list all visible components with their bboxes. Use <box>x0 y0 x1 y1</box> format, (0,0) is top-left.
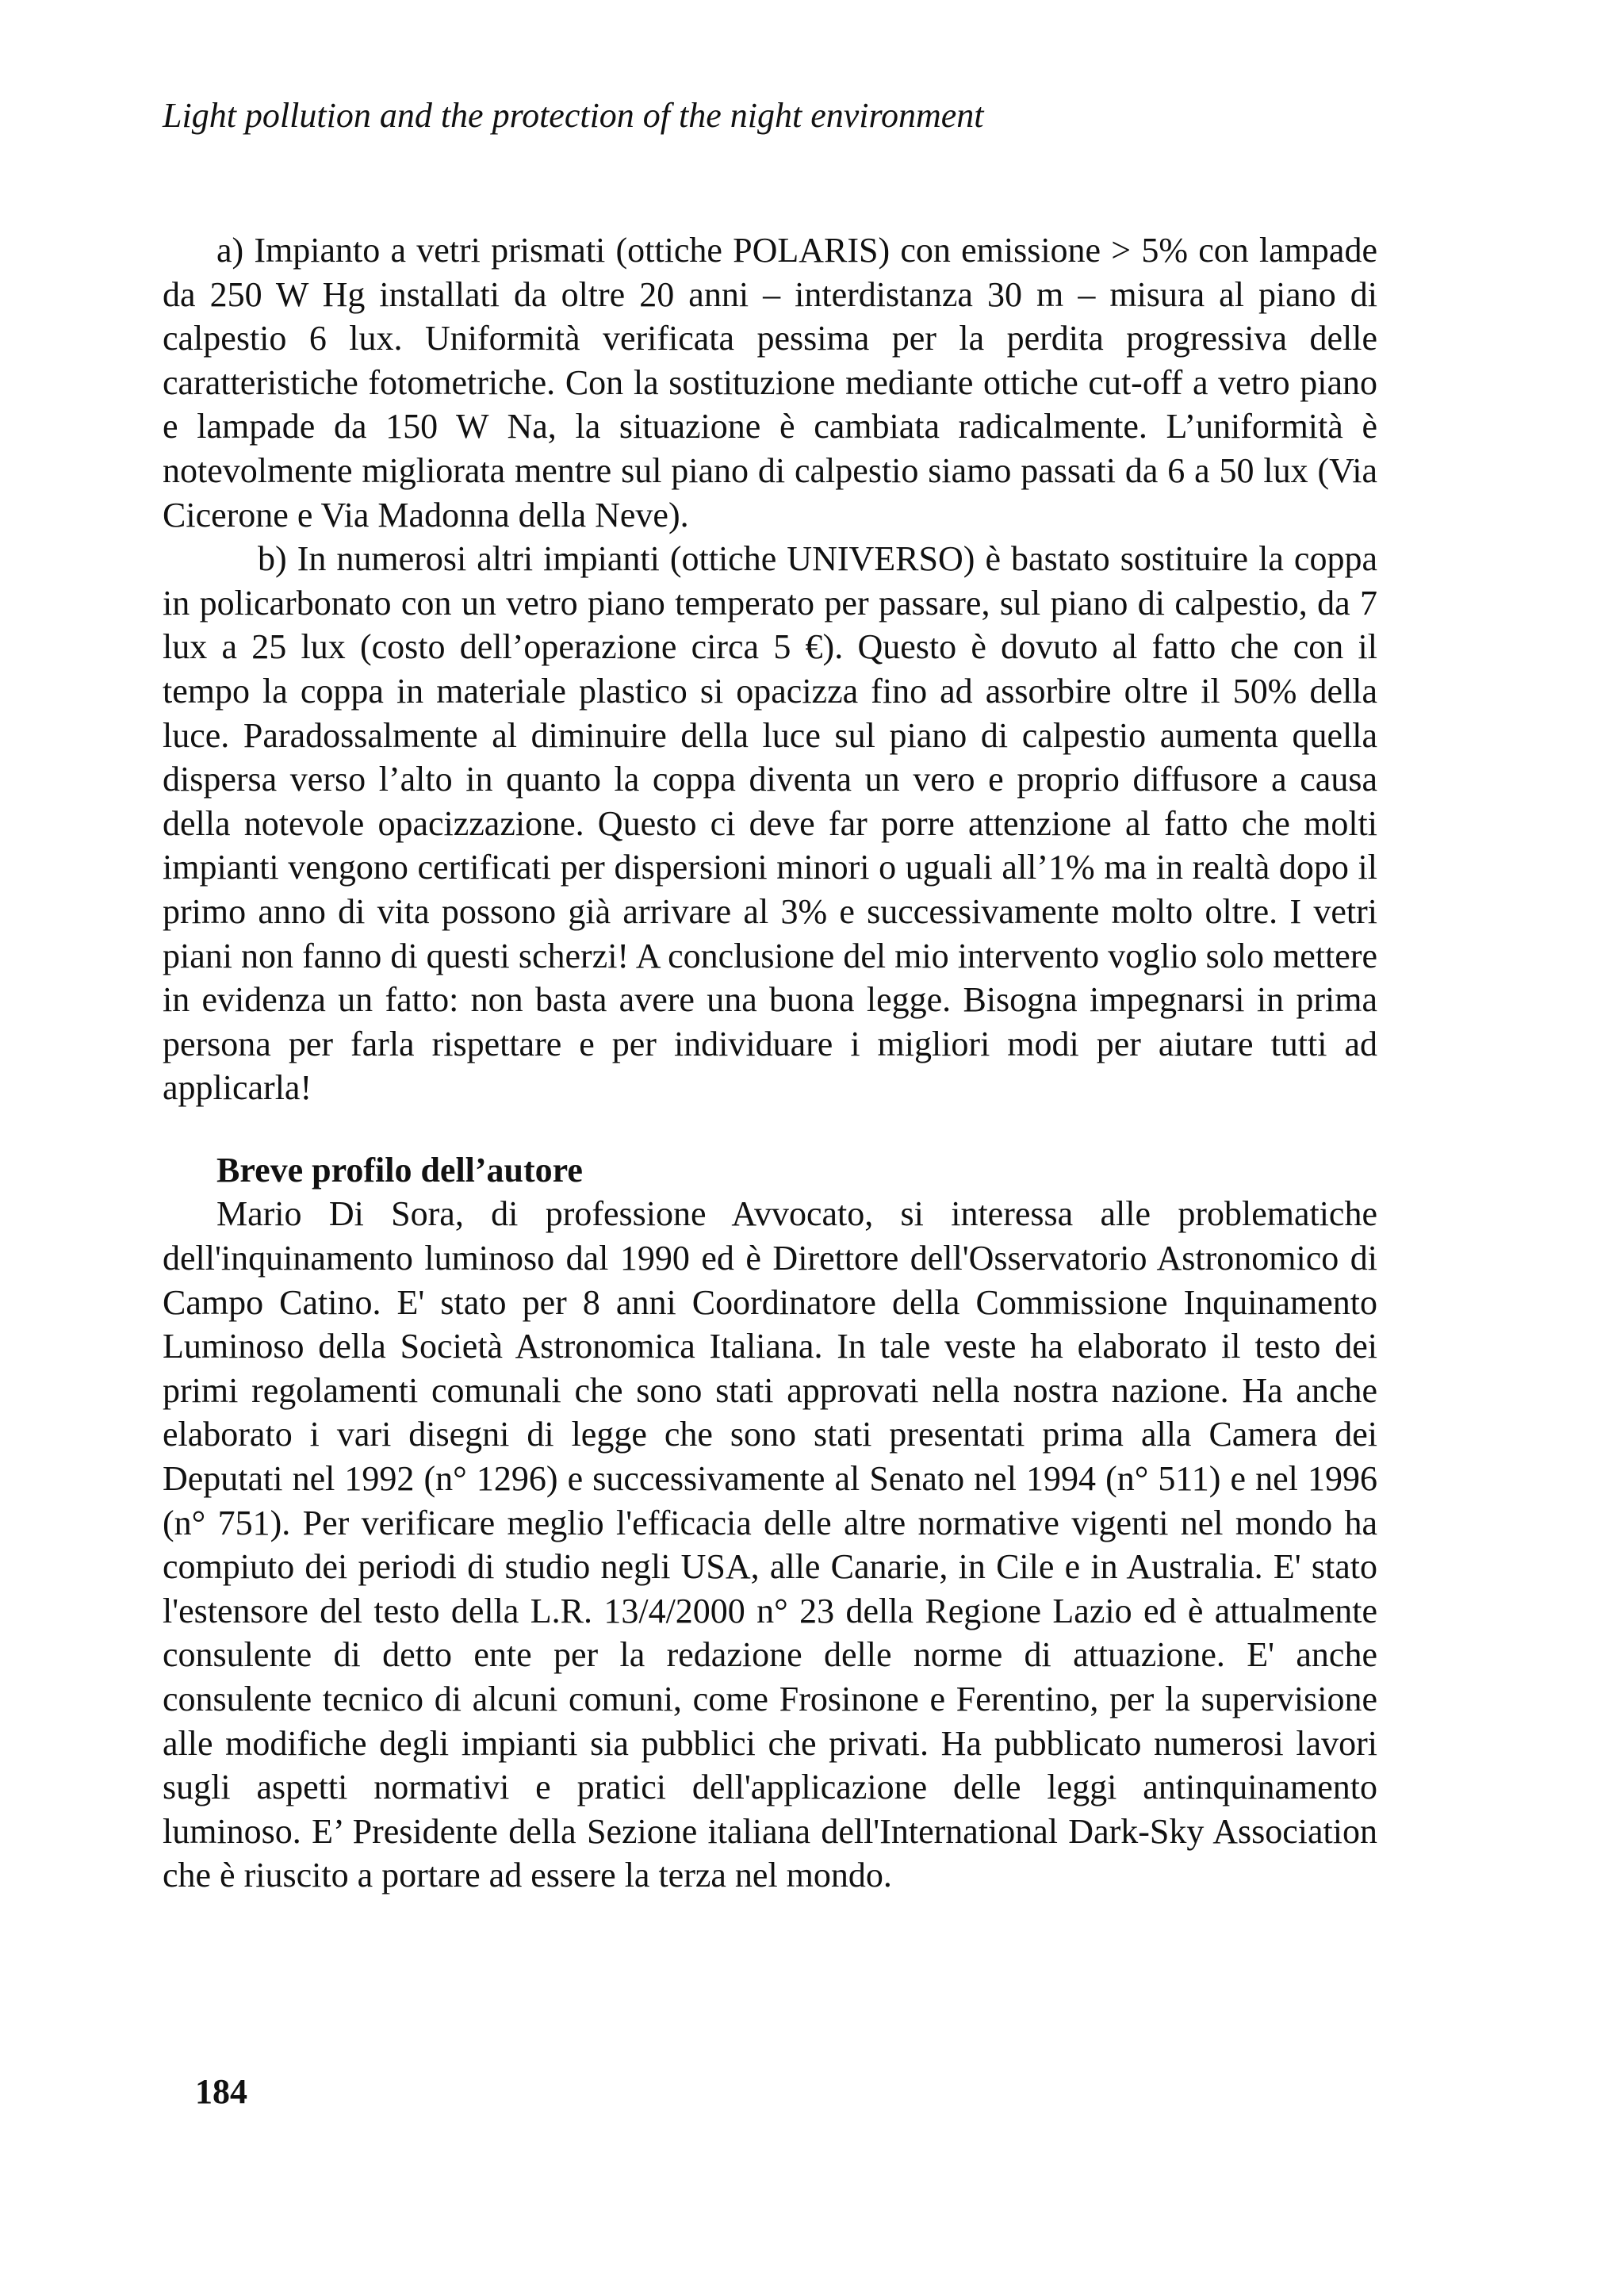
paragraph-a: a) Impianto a vetri prismati (ottiche POLARIS) con emissione > 5% con lampade da 250 W Hg installati da oltre 20 anni – interdistanza 30 m – misura al piano di calpestio 6 lux. Uniformità verificata pessima per la perdita progressiva delle caratteristiche fotometriche. Con la sostituzione mediante ottiche cut-off a vetro piano e lampade da 150 W Na, la situazione è cambiata radicalmente. L’uniformità è notevolmente migliorata mentre sul piano di calpestio siamo passati da 6 a 50 lux (Via Cicerone e Via Madonna della Neve). <box>163 231 1377 534</box>
author-bio: Mario Di Sora, di professione Avvocato, si interessa alle problematiche dell'inquinamento luminoso dal 1990 ed è Direttore dell'Osservatorio Astronomico di Campo Catino. E' stato per 8 anni Coordinatore della Commissione Inquinamento Luminoso della Società Astronomica Italiana. In tale veste ha elaborato il testo dei primi regolamenti comunali che sono stati approvati nella nostra nazione. Ha anche elaborato i vari disegni di legge che sono stati presentati prima alla Camera dei Deputati nel 1992 (n° 1296) e successivamente al Senato nel 1994 (n° 511) e nel 1996 (n° 751). Per verificare meglio l'efficacia delle altre normative vigenti nel mondo ha compiuto dei periodi di studio negli USA, alle Canarie, in Cile e in Australia. E' stato l'estensore del testo della L.R. 13/4/2000 n° 23 della Regione Lazio ed è attualmente consulente di detto ente per la redazione delle norme di attuazione. E' anche consulente tecnico di alcuni comuni, come Frosinone e Ferentino, per la supervisione alle modifiche degli impianti sia pubblici che privati. Ha pubblicato numerosi lavori sugli aspetti normativi e pratici dell'applicazione delle leggi antinquinamento luminoso. E’ Presidente della Sezione italiana dell'International Dark-Sky Association che è riuscito a portare ad essere la terza nel mondo. <box>163 1194 1377 1895</box>
paragraph-b: b) In numerosi altri impianti (ottiche UNIVERSO) è bastato sostituire la coppa in policarbonato con un vetro piano temperato per passare, sul piano di calpestio, da 7 lux a 25 lux (costo dell’operazione circa 5 €). Questo è dovuto al fatto che con il tempo la coppa in materiale plastico si opacizza fino ad assorbire oltre il 50% della luce. Paradossalmente al diminuire della luce sul piano di calpestio aumenta quella dispersa verso l’alto in quanto la coppa diventa un vero e proprio diffusore a causa della notevole opacizzazione. Questo ci deve far porre attenzione al fatto che molti impianti vengono certificati per dispersioni minori o uguali all’1% ma in realtà dopo il primo anno di vita possono già arrivare al 3% e successivamente molto oltre. I vetri piani non fanno di questi scherzi! A conclusione del mio intervento voglio solo mettere in evidenza un fatto: non basta avere una buona legge. Bisogna impegnarsi in prima persona per farla rispettare e per individuare i migliori modi per aiutare tutti ad applicarla! <box>163 539 1377 1108</box>
page-number: 184 <box>195 2072 247 2111</box>
author-section-heading: Breve profilo dell’autore <box>216 1150 583 1190</box>
body-text <box>163 228 1377 1898</box>
running-title: Light pollution and the protection of the night environment <box>163 96 984 135</box>
